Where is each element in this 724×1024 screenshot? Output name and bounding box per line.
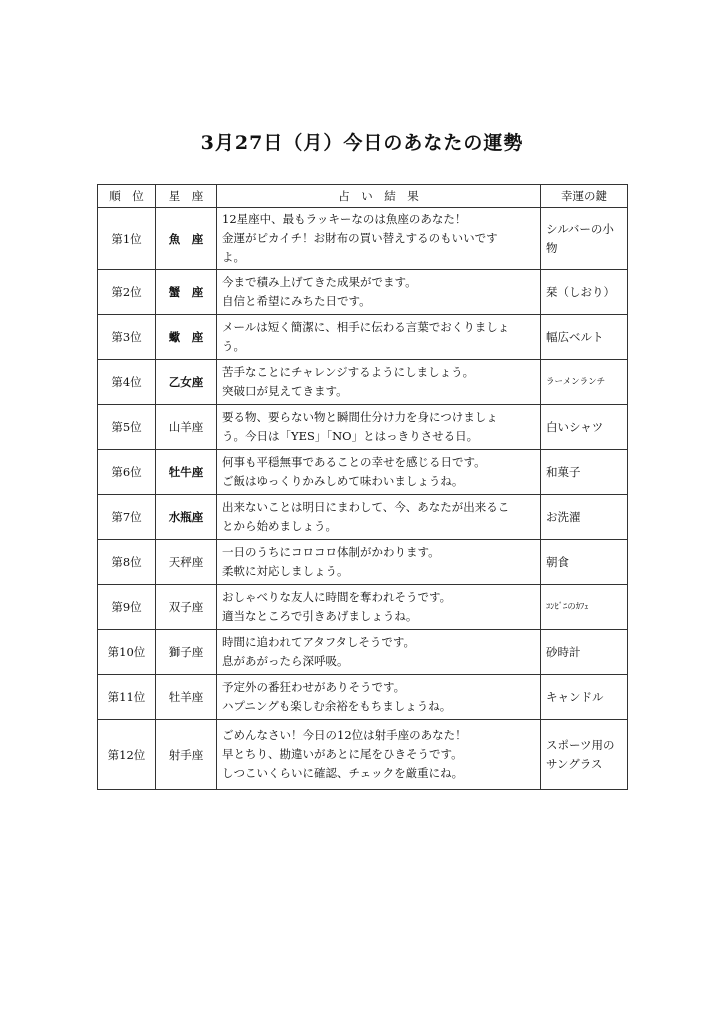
result-line: 今まで積み上げてきた成果がでます。	[222, 275, 417, 289]
table-row	[98, 585, 628, 630]
result-line: とから始めましょう。	[222, 519, 337, 533]
result-line: 柔軟に対応しましょう。	[222, 564, 349, 578]
result-cell	[217, 315, 541, 360]
sign-cell: 水瓶座	[156, 495, 217, 540]
lucky-key-cell: 栞（しおり）	[541, 270, 628, 315]
result-line: おしゃべりな友人に時間を奪われそうです。	[222, 590, 452, 604]
lucky-key-cell: シルバーの小物	[541, 208, 628, 270]
rank-cell: 第10位	[98, 630, 156, 675]
lucky-key-cell: ラーメンランチ	[541, 360, 628, 405]
sign-cell: 牡羊座	[156, 675, 217, 720]
table-row	[98, 720, 628, 790]
sign-cell: 乙女座	[156, 360, 217, 405]
result-cell	[217, 450, 541, 495]
rank-cell: 第3位	[98, 315, 156, 360]
result-cell	[217, 540, 541, 585]
sign-cell: 魚 座	[156, 208, 217, 270]
sign-cell: 射手座	[156, 720, 217, 790]
header-result: 占 い 結 果	[217, 185, 541, 208]
header-key: 幸運の鍵	[541, 185, 628, 208]
result-cell	[217, 405, 541, 450]
lucky-key-cell: お洗濯	[541, 495, 628, 540]
sign-cell: 蠍 座	[156, 315, 217, 360]
result-line: 息があがったら深呼吸。	[222, 654, 349, 668]
result-cell	[217, 720, 541, 790]
rank-cell: 第2位	[98, 270, 156, 315]
result-line: 金運がピカイチ！お財布の買い替えするのもいいです	[222, 231, 498, 245]
result-line: 突破口が見えてきます。	[222, 384, 348, 398]
sign-cell: 牡牛座	[156, 450, 217, 495]
result-line: う。今日は「YES」「NO」とはっきりさせる日。	[222, 429, 479, 443]
result-cell	[217, 585, 541, 630]
result-line: 要る物、要らない物と瞬間仕分け力を身につけましょ	[222, 410, 498, 424]
result-line: ご飯はゆっくりかみしめて味わいましょうね。	[222, 474, 464, 488]
table-row	[98, 208, 628, 270]
rank-cell: 第5位	[98, 405, 156, 450]
table-body	[98, 208, 628, 790]
result-line: 出来ないことは明日にまわして、今、あなたが出来るこ	[222, 500, 510, 514]
table-row	[98, 360, 628, 405]
page-title: 3月27日（月）今日のあなたの運勢	[200, 132, 524, 154]
rank-cell: 第12位	[98, 720, 156, 790]
lucky-key-cell: 朝食	[541, 540, 628, 585]
sign-cell: 蟹 座	[156, 270, 217, 315]
table-row	[98, 495, 628, 540]
lucky-key-cell: ｺﾝﾋﾞﾆのｶﾌｪ	[541, 585, 628, 630]
table-header-row	[98, 185, 628, 208]
result-line: 早とちり、勘違いがあとに尾をひきそうです。	[222, 747, 463, 761]
table-row	[98, 270, 628, 315]
sign-cell: 双子座	[156, 585, 217, 630]
result-cell	[217, 675, 541, 720]
result-line: 苦手なことにチャレンジするようにしましょう。	[222, 365, 475, 379]
table-row	[98, 405, 628, 450]
result-line: 何事も平穏無事であることの幸せを感じる日です。	[222, 455, 486, 469]
rank-cell: 第11位	[98, 675, 156, 720]
sign-cell: 天秤座	[156, 540, 217, 585]
lucky-key-cell: 白いシャツ	[541, 405, 628, 450]
lucky-key-cell: スポーツ用のサングラス	[541, 720, 628, 790]
result-line: 時間に追われてアタフタしそうです。	[222, 635, 415, 649]
rank-cell: 第4位	[98, 360, 156, 405]
result-line: 一日のうちにコロコロ体制がかわります。	[222, 545, 440, 559]
result-cell	[217, 360, 541, 405]
table-row	[98, 315, 628, 360]
result-cell	[217, 630, 541, 675]
table-row	[98, 540, 628, 585]
result-line: よ。	[222, 250, 245, 264]
table-row	[98, 675, 628, 720]
result-cell	[217, 208, 541, 270]
rank-cell: 第6位	[98, 450, 156, 495]
header-sign: 星 座	[156, 185, 217, 208]
result-line: 予定外の番狂わせがありそうです。	[222, 680, 406, 694]
result-cell	[217, 495, 541, 540]
rank-cell: 第7位	[98, 495, 156, 540]
rank-cell: 第9位	[98, 585, 156, 630]
lucky-key-cell: 幅広ベルト	[541, 315, 628, 360]
rank-cell: 第8位	[98, 540, 156, 585]
result-line: う。	[222, 339, 245, 353]
result-line: しつこいくらいに確認、チェックを厳重にね。	[222, 766, 464, 780]
rank-cell: 第1位	[98, 208, 156, 270]
sign-cell: 山羊座	[156, 405, 217, 450]
lucky-key-cell: キャンドル	[541, 675, 628, 720]
table-row	[98, 450, 628, 495]
result-cell	[217, 270, 541, 315]
table-row	[98, 630, 628, 675]
fortune-table	[97, 184, 628, 790]
lucky-key-cell: 砂時計	[541, 630, 628, 675]
header-rank: 順 位	[98, 185, 156, 208]
result-line: 適当なところで引きあげましょうね。	[222, 609, 418, 623]
result-line: メールは短く簡潔に、相手に伝わる言葉でおくりましょ	[222, 320, 510, 334]
result-line: ごめんなさい！今日の12位は射手座のあなた！	[222, 728, 467, 742]
result-line: ハプニングも楽しむ余裕をもちましょうね。	[222, 699, 452, 713]
result-line: 自信と希望にみちた日です。	[222, 294, 371, 308]
sign-cell: 獅子座	[156, 630, 217, 675]
result-line: 12星座中、最もラッキーなのは魚座のあなた！	[222, 212, 467, 226]
lucky-key-cell: 和菓子	[541, 450, 628, 495]
